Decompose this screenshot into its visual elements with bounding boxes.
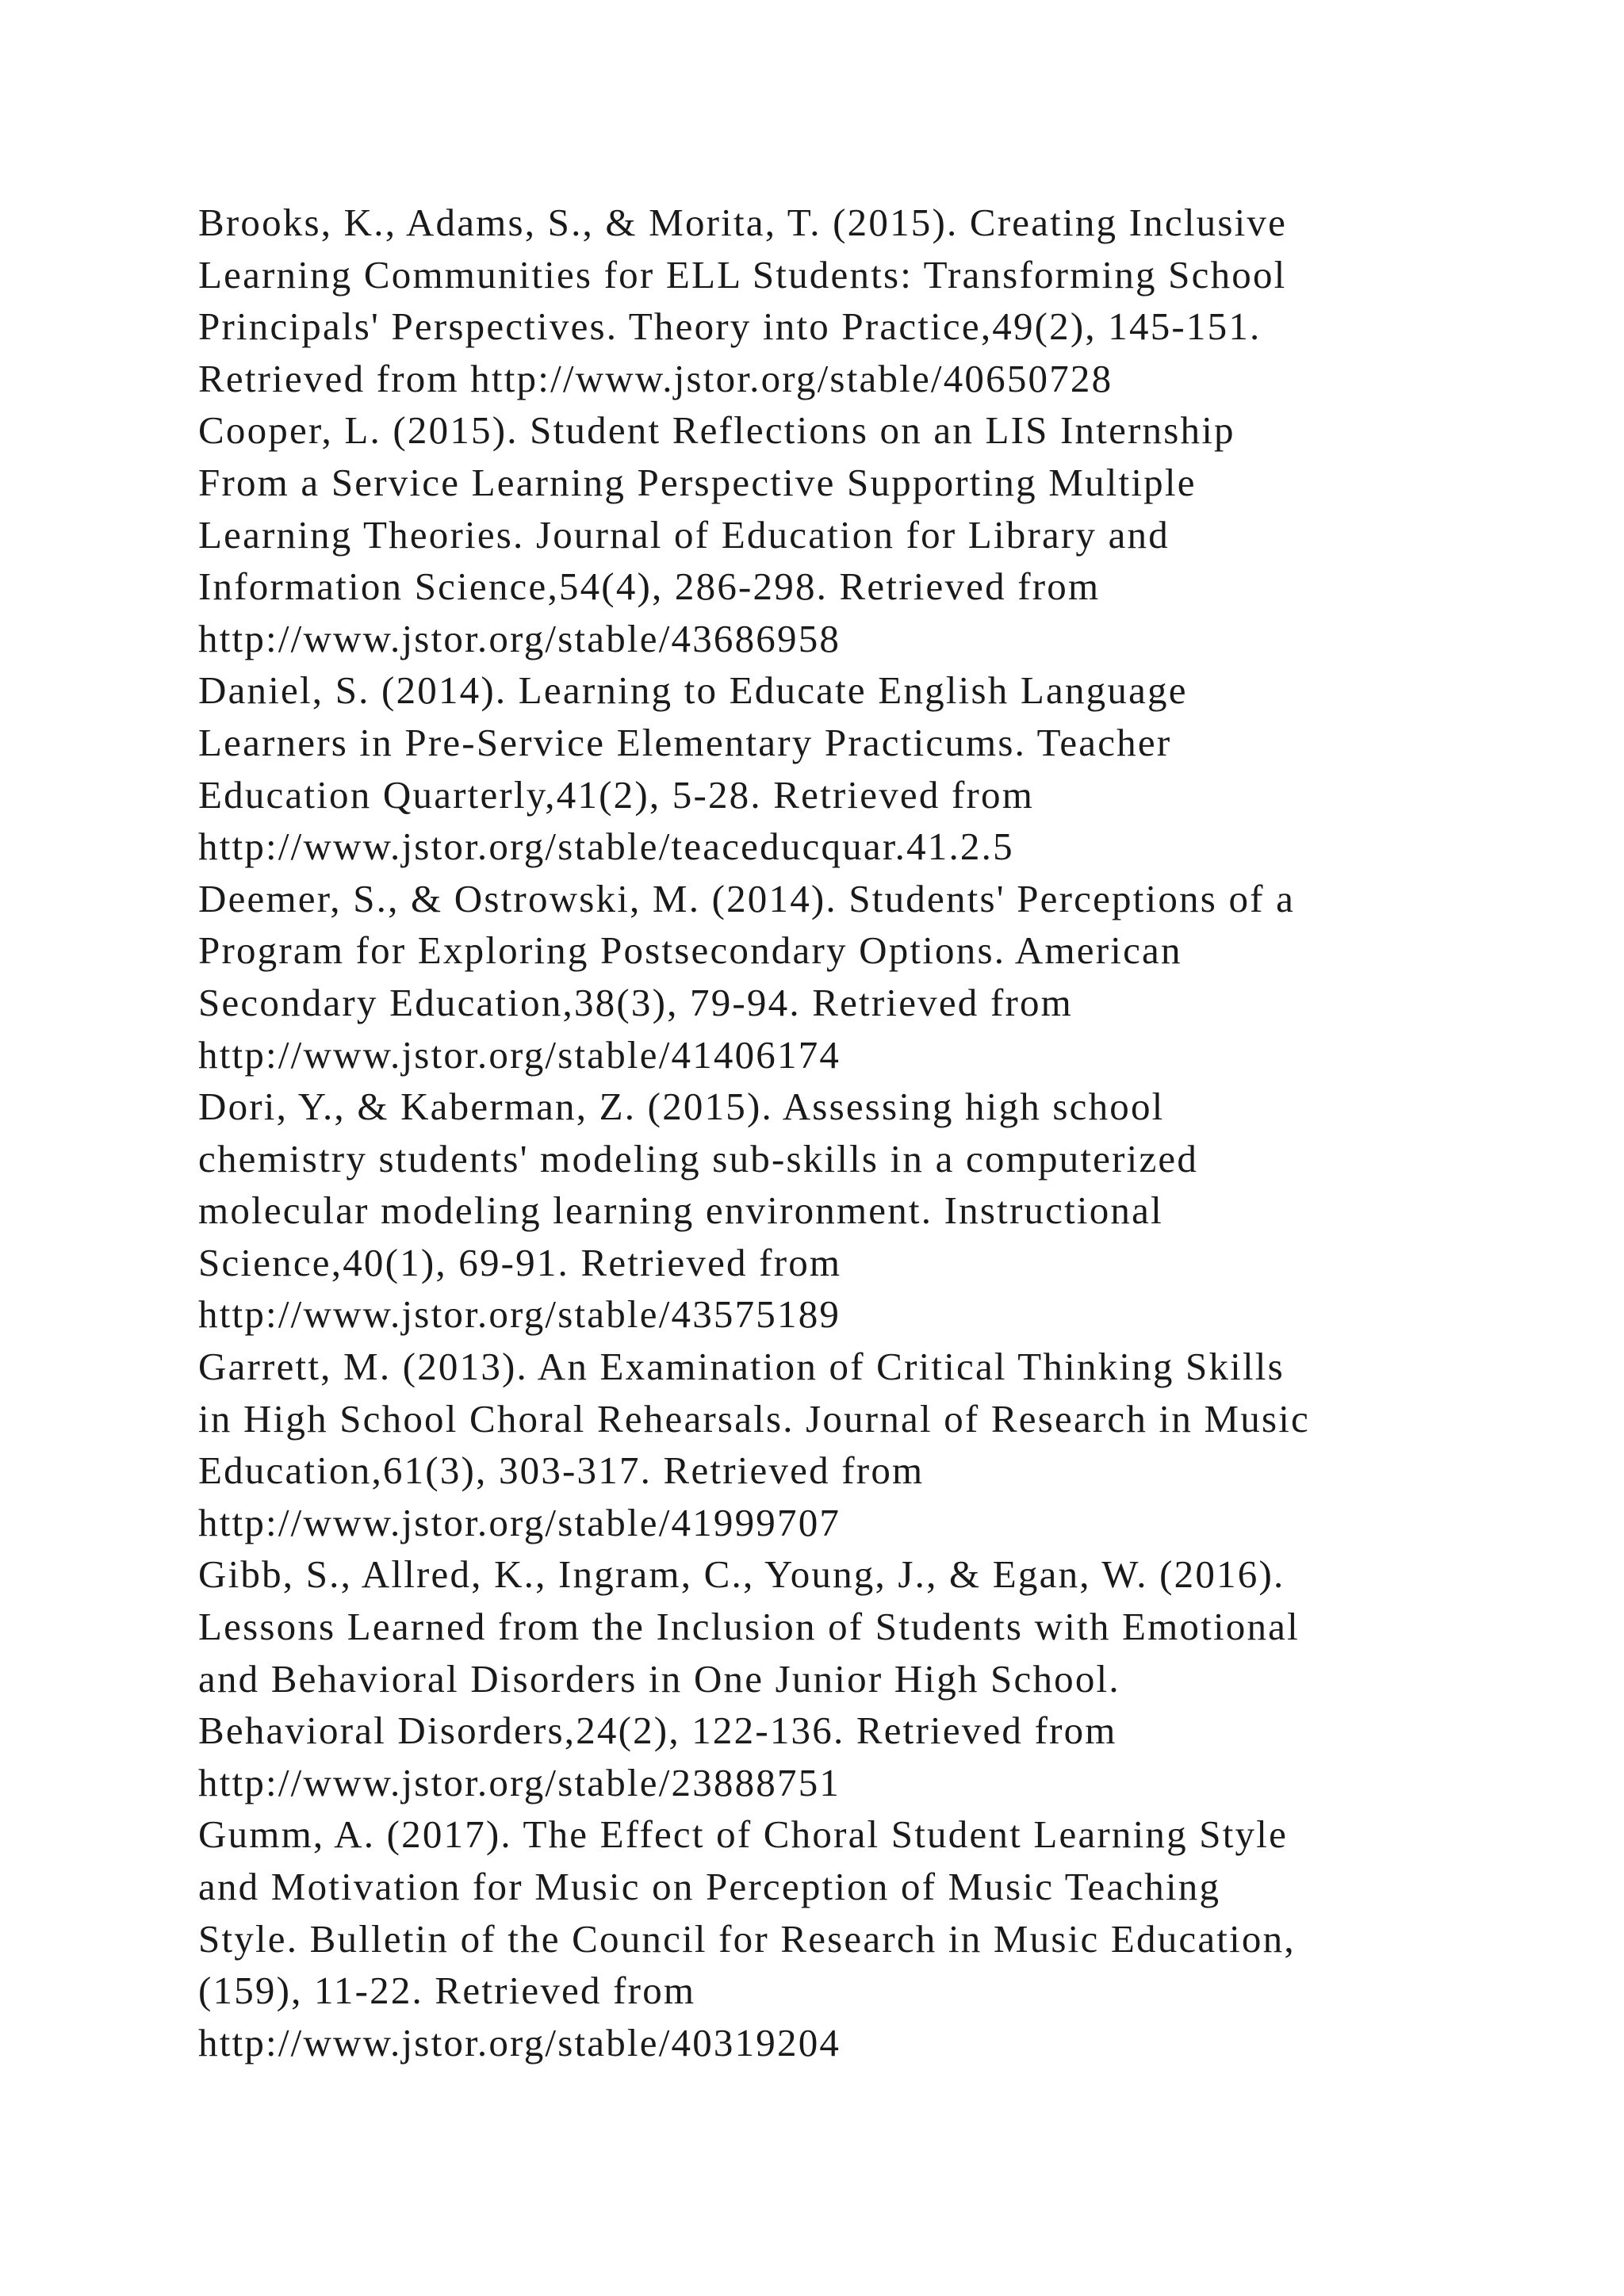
- reference-entry: [198, 197, 1435, 404]
- reference-line: Program for Exploring Postsecondary Options. American: [198, 928, 1182, 973]
- reference-entry: [198, 1808, 1435, 2068]
- reference-line: http://www.jstor.org/stable/23888751: [198, 1760, 841, 1804]
- reference-line: Behavioral Disorders,24(2), 122-136. Retrieved from: [198, 1709, 1117, 1753]
- reference-entry: [198, 1548, 1435, 1808]
- reference-line: Daniel, S. (2014). Learning to Educate English Language: [198, 668, 1188, 713]
- reference-line: (159), 11-22. Retrieved from: [198, 1969, 696, 2013]
- reference-line: Secondary Education,38(3), 79-94. Retrieved from: [198, 980, 1073, 1024]
- reference-line: chemistry students' modeling sub-skills in a computerized: [198, 1136, 1199, 1181]
- reference-line: and Motivation for Music on Perception of Music Teaching: [198, 1865, 1221, 1908]
- reference-entry: [198, 664, 1435, 872]
- reference-line: Principals' Perspectives. Theory into Practice,49(2), 145-151.: [198, 304, 1262, 349]
- reference-line: Deemer, S., & Ostrowski, M. (2014). Students' Perceptions of a: [198, 876, 1296, 920]
- reference-line: http://www.jstor.org/stable/40319204: [198, 2020, 841, 2064]
- reference-line: molecular modeling learning environment. Instructional: [198, 1188, 1163, 1233]
- reference-line: http://www.jstor.org/stable/teaceducquar.41.2.5: [198, 825, 1014, 869]
- reference-line: Learners in Pre-Service Elementary Practicums. Teacher: [198, 720, 1172, 764]
- reference-line: http://www.jstor.org/stable/41999707: [198, 1500, 841, 1544]
- reference-list: [198, 197, 1435, 2068]
- reference-line: Gibb, S., Allred, K., Ingram, C., Young, J., & Egan, W. (2016).: [198, 1552, 1285, 1597]
- reference-line: From a Service Learning Perspective Supporting Multiple: [198, 460, 1197, 504]
- reference-line: and Behavioral Disorders in One Junior High School.: [198, 1656, 1120, 1701]
- reference-entry: [198, 1341, 1435, 1548]
- reference-line: Learning Theories. Journal of Education for Library and: [198, 512, 1170, 557]
- reference-line: Garrett, M. (2013). An Examination of Critical Thinking Skills: [198, 1345, 1285, 1389]
- reference-line: Education Quarterly,41(2), 5-28. Retrieved from: [198, 772, 1035, 817]
- reference-line: Cooper, L. (2015). Student Reflections on an LIS Internship: [198, 408, 1235, 453]
- reference-entry: [198, 404, 1435, 664]
- reference-line: Style. Bulletin of the Council for Research in Music Education,: [198, 1916, 1296, 1961]
- reference-line: Information Science,54(4), 286-298. Retrieved from: [198, 564, 1101, 609]
- reference-line: Learning Communities for ELL Students: Transforming School: [198, 252, 1287, 297]
- reference-line: Lessons Learned from the Inclusion of Students with Emotional: [198, 1605, 1300, 1649]
- reference-line: http://www.jstor.org/stable/43575189: [198, 1292, 841, 1337]
- reference-line: in High School Choral Rehearsals. Journal of Research in Music: [198, 1396, 1310, 1441]
- reference-line: http://www.jstor.org/stable/43686958: [198, 616, 841, 660]
- reference-entry: [198, 1081, 1435, 1341]
- reference-line: Brooks, K., Adams, S., & Morita, T. (2015). Creating Inclusive: [198, 201, 1288, 244]
- reference-entry: [198, 873, 1435, 1081]
- reference-line: Education,61(3), 303-317. Retrieved from: [198, 1448, 925, 1493]
- reference-line: Gumm, A. (2017). The Effect of Choral Student Learning Style: [198, 1812, 1289, 1857]
- reference-line: Science,40(1), 69-91. Retrieved from: [198, 1240, 842, 1284]
- reference-line: Retrieved from http://www.jstor.org/stable/40650728: [198, 356, 1113, 400]
- reference-line: http://www.jstor.org/stable/41406174: [198, 1032, 841, 1077]
- reference-line: Dori, Y., & Kaberman, Z. (2015). Assessing high school: [198, 1085, 1165, 1129]
